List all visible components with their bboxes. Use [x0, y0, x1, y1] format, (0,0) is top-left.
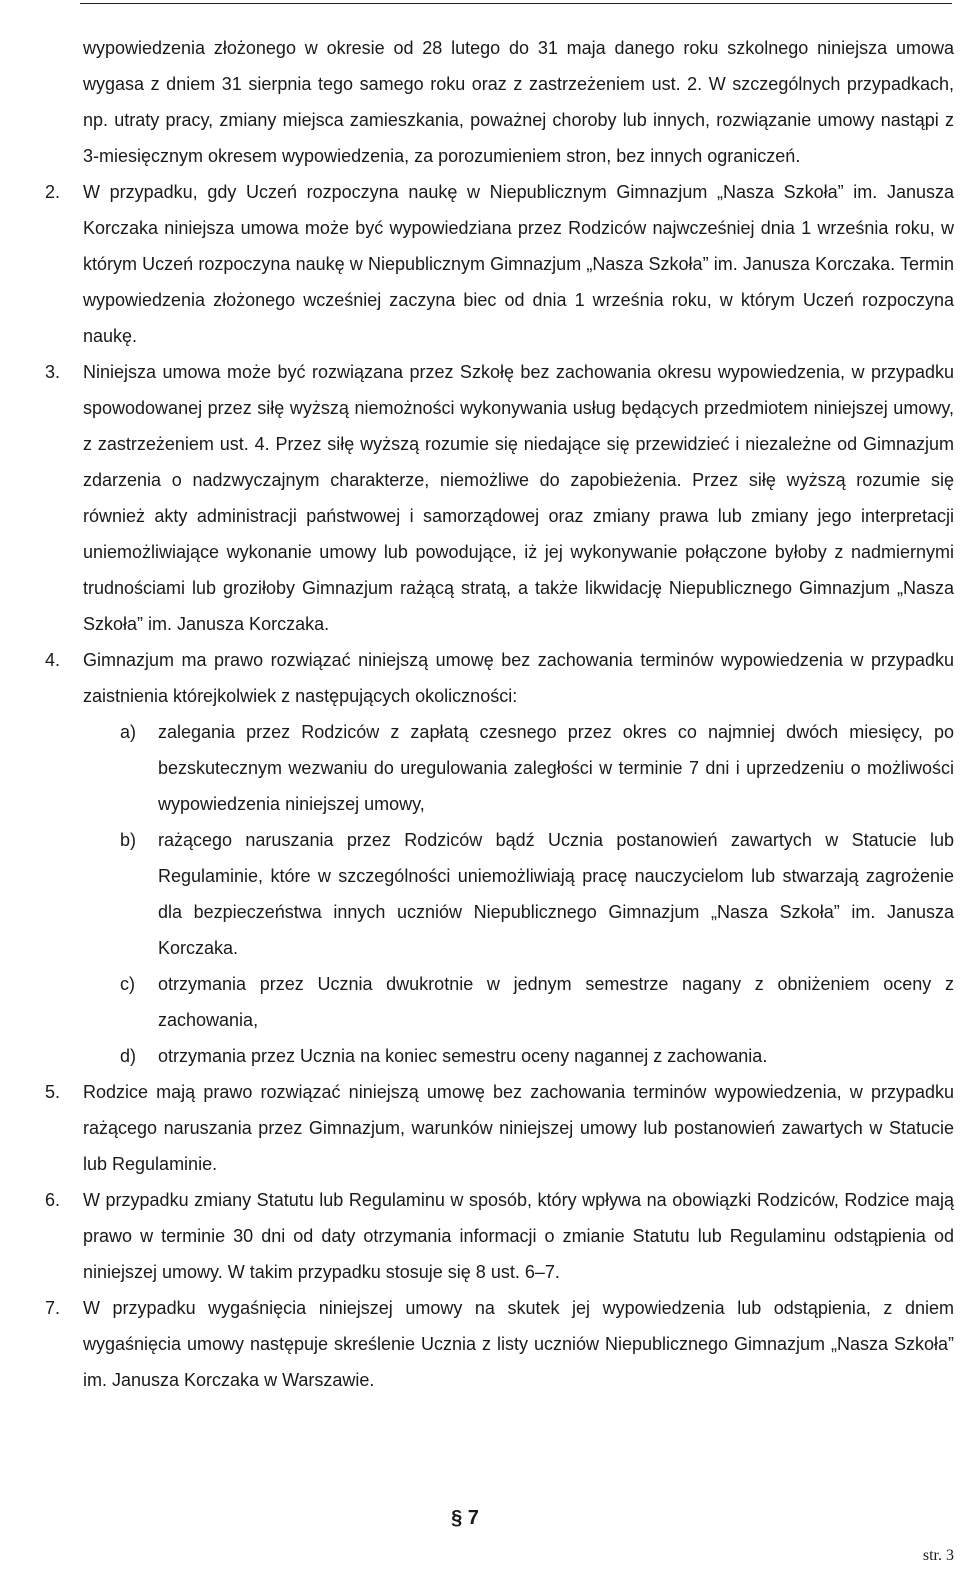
- item-text: W przypadku, gdy Uczeń rozpoczyna naukę w Niepublicznym Gimnazjum „Nasza Szkoła” im. Janusza Korczaka niniejsza umowa może być wypowiedziana przez Rodziców najwcześniej dnia 1 września roku, w którym Uczeń rozpoczyna naukę w Niepublicznym Gimnazjum „Nasza Szkoła” im. Janusza Korczaka. Termin wypowiedzenia złożonego wcześniej zaczyna biec od dnia 1 września roku, w którym Uczeń rozpoczyna naukę.: [83, 182, 954, 346]
- subitem-text: zalegania przez Rodziców z zapłatą czesnego przez okres co najmniej dwóch miesięcy, po bezskutecznym wezwaniu do uregulowania zaległości w terminie 7 dni i uprzedzeniu o możliwości wypowiedzenia niniejszej umowy,: [158, 722, 954, 814]
- list-item: [0, 354, 960, 642]
- page-number: str. 3: [922, 1547, 954, 1564]
- item-text: Gimnazjum ma prawo rozwiązać niniejszą umowę bez zachowania terminów wypowiedzenia w przypadku zaistnienia którejkolwiek z następujących okoliczności:: [83, 650, 954, 706]
- item-number: 4.: [45, 650, 61, 670]
- subitem-letter: c): [120, 974, 135, 994]
- list-item: [0, 1182, 960, 1290]
- item-text: Niniejsza umowa może być rozwiązana przez Szkołę bez zachowania okresu wypowiedzenia, w przypadku spowodowanej przez siłę wyższą niemożności wykonywania usług będących przedmiotem niniejszej umowy, z zastrzeżeniem ust. 4. Przez siłę wyższą rozumie się niedające się przewidzieć i niezależne od Gimnazjum zdarzenia o nadzwyczajnym charakterze, niemożliwe do zapobieżenia. Przez siłę wyższą rozumie się również akty administracji państwowej i samorządowej oraz zmiany prawa lub zmiany jego interpretacji uniemożliwiające wykonanie umowy lub powodujące, iż jej wykonywanie połączone byłoby z nadmiernymi trudnościami lub groziłoby Gimnazjum rażącą stratą, a także likwidację Niepublicznego Gimnazjum „Nasza Szkoła” im. Janusza Korczaka.: [83, 362, 954, 634]
- subitem-letter: b): [120, 830, 137, 850]
- section-heading: § 7: [451, 1507, 479, 1529]
- subitem-text: otrzymania przez Ucznia dwukrotnie w jednym semestrze nagany z obniżeniem oceny z zachowania,: [158, 974, 954, 1030]
- list-item: [0, 174, 960, 354]
- sub-list-item: [0, 966, 960, 1038]
- item-number: 3.: [45, 362, 61, 382]
- item-text: W przypadku wygaśnięcia niniejszej umowy na skutek jej wypowiedzenia lub odstąpienia, z dniem wygaśnięcia umowy następuje skreślenie Ucznia z listy uczniów Niepublicznego Gimnazjum „Nasza Szkoła” im. Janusza Korczaka w Warszawie.: [83, 1298, 954, 1390]
- sub-list-item: [0, 822, 960, 966]
- list-item: [0, 642, 960, 714]
- document-body: [0, 30, 960, 1398]
- header-rule: [80, 3, 952, 4]
- subitem-text: rażącego naruszania przez Rodziców bądź Ucznia postanowień zawartych w Statucie lub Regulaminie, które w szczególności uniemożliwiają pracę nauczycielom lub stwarzają zagrożenie dla bezpieczeństwa innych uczniów Niepublicznego Gimnazjum „Nasza Szkoła” im. Janusza Korczaka.: [158, 830, 954, 958]
- item-number: 5.: [45, 1082, 61, 1102]
- item-text: Rodzice mają prawo rozwiązać niniejszą umowę bez zachowania terminów wypowiedzenia, w przypadku rażącego naruszania przez Gimnazjum, warunków niniejszej umowy lub postanowień zawartych w Statucie lub Regulaminie.: [83, 1082, 954, 1174]
- subitem-letter: a): [120, 722, 137, 742]
- continuation-paragraph: wypowiedzenia złożonego w okresie od 28 lutego do 31 maja danego roku szkolnego niniejsza umowa wygasa z dniem 31 sierpnia tego samego roku oraz z zastrzeżeniem ust. 2. W szczególnych przypadkach, np. utraty pracy, zmiany miejsca zamieszkania, poważnej choroby lub innych, rozwiązanie umowy nastąpi z 3-miesięcznym okresem wypowiedzenia, za porozumieniem stron, bez innych ograniczeń.: [83, 38, 954, 166]
- sub-list-item: [0, 714, 960, 822]
- item-number: 2.: [45, 182, 61, 202]
- list-item: [0, 1290, 960, 1398]
- subitem-text: otrzymania przez Ucznia na koniec semestru oceny nagannej z zachowania.: [158, 1046, 768, 1066]
- subitem-letter: d): [120, 1046, 137, 1066]
- item-number: 6.: [45, 1190, 61, 1210]
- list-item: [0, 1074, 960, 1182]
- item-number: 7.: [45, 1298, 61, 1318]
- item-text: W przypadku zmiany Statutu lub Regulaminu w sposób, który wpływa na obowiązki Rodziców, Rodzice mają prawo w terminie 30 dni od daty otrzymania informacji o zmianie Statutu lub Regulaminu odstąpienia od niniejszej umowy. W takim przypadku stosuje się 8 ust. 6–7.: [83, 1190, 954, 1282]
- sub-list-item: [0, 1038, 960, 1074]
